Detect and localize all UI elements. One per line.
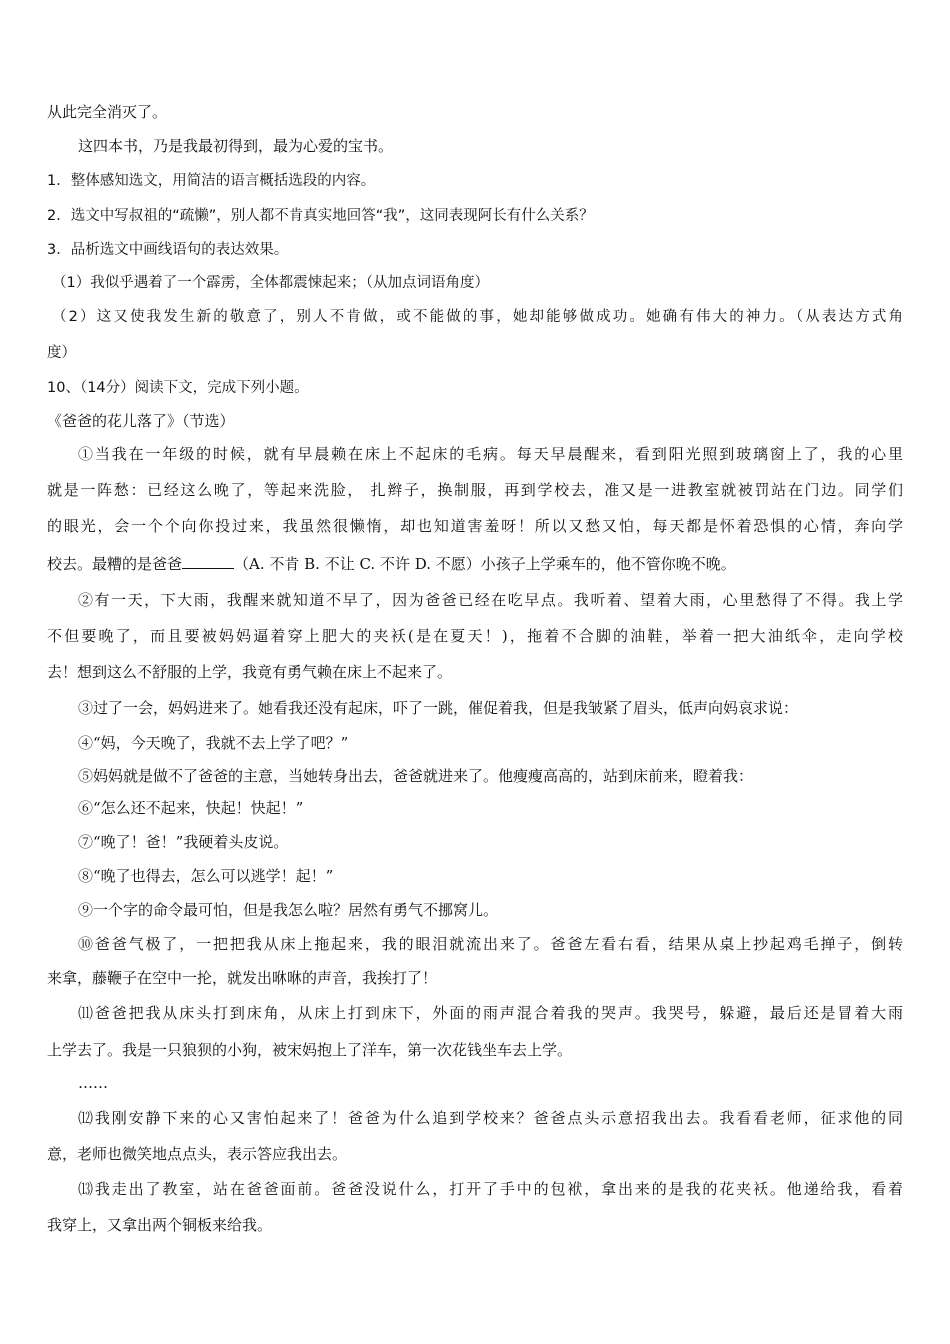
text-line: 度） — [47, 345, 76, 361]
paragraph-line: 来拿，藤鞭子在空中一抡，就发出咻咻的声音，我挨打了！ — [47, 969, 438, 987]
paragraph-line: 我穿上，又拿出两个铜板来给我。 — [47, 1216, 273, 1234]
paragraph-line: 去！想到这么不舒服的上学，我竟有勇气赖在床上不起来了。 — [47, 663, 453, 681]
paragraph-line: ④“妈，今天晚了，我就不去上学了吧？” — [78, 734, 349, 752]
paragraph-line: 上学去了。我是一只狼狈的小狗，被宋妈抱上了洋车，第一次花钱坐车去上学。 — [47, 1041, 573, 1059]
paragraph-line-with-blank — [47, 554, 903, 574]
paragraph-line: 不但要晚了，而且要被妈妈逼着穿上肥大的夹袄(是在夏天！)，拖着不合脚的油鞋，举着一把大油纸伞，走向学校 — [47, 627, 903, 645]
ellipsis: …… — [78, 1074, 108, 1092]
text-after-blank: （A. 不肯 B. 不让 C. 不许 D. 不愿）小孩子上学乘车的，他不管你晚不晚。 — [234, 555, 736, 573]
paragraph-line: ⑩爸爸气极了，一把把我从床上拖起来，我的眼泪就流出来了。爸爸左看右看，结果从桌上抄起鸡毛掸子，倒转 — [78, 935, 903, 953]
paragraph-line: ⑤妈妈就是做不了爸爸的主意，当她转身出去，爸爸就进来了。他瘦瘦高高的，站到床前来，瞪着我： — [78, 767, 754, 785]
question-3: 3．品析选文中画线语句的表达效果。 — [47, 242, 289, 258]
paragraph-line: ⑿我刚安静下来的心又害怕起来了！爸爸为什么追到学校来？爸爸点头示意招我出去。我看看老师，征求他的同 — [78, 1109, 903, 1127]
question-3-sub-2: （2）这又使我发生新的敬意了，别人不肯做，或不能做的事，她却能够做成功。她确有伟大的神力。（从表达方式角 — [52, 309, 903, 325]
paragraph-line: 就是一阵愁：已经这么晚了，等起来洗脸， 扎辫子，换制服，再到学校去，准又是一进教室就被罚站在门边。同学们 — [47, 481, 903, 499]
paragraph-line: 意，老师也微笑地点点头，表示答应我出去。 — [47, 1145, 348, 1163]
question-1: 1．整体感知选文，用简洁的语言概括选段的内容。 — [47, 173, 376, 189]
paragraph-line: ②有一天，下大雨，我醒来就知道不早了，因为爸爸已经在吃早点。我听着、望着大雨，心里愁得了不得。我上学 — [78, 591, 903, 609]
paragraph-line: ③过了一会，妈妈进来了。她看我还没有起床，吓了一跳，催促着我，但是我皱紧了眉头，低声向妈哀求说： — [78, 699, 799, 717]
paragraph-line: ⑦“晚了！爸！”我硬着头皮说。 — [78, 833, 289, 851]
paragraph-line: 的眼光，会一个个向你投过来，我虽然很懒惰，却也知道害羞呀！所以又愁又怕，每天都是怀着恐惧的心情，奔向学 — [47, 517, 903, 535]
passage-title: 《爸爸的花儿落了》（节选） — [47, 412, 235, 430]
question-3-sub-1: （1）我似乎遇着了一个霹雳，全体都震悚起来；（从加点词语角度） — [52, 275, 489, 291]
text-line: 从此完全消灭了。 — [47, 103, 168, 121]
question-10: 10、（14分）阅读下文，完成下列小题。 — [47, 380, 309, 396]
paragraph-line: ⒀我走出了教室，站在爸爸面前。爸爸没说什么，打开了手中的包袱，拿出来的是我的花夹袄。他递给我，看着 — [78, 1180, 903, 1198]
paragraph-line: ⑨一个字的命令最可怕，但是我怎么啦？居然有勇气不挪窝儿。 — [78, 901, 499, 919]
answer-blank[interactable] — [182, 554, 234, 569]
text-line: 这四本书，乃是我最初得到，最为心爱的宝书。 — [78, 137, 394, 155]
question-2: 2．选文中写叔祖的“疏懒”，别人都不肯真实地回答“我”，这同表现阿长有什么关系？ — [47, 208, 594, 224]
paragraph-line: ⑧“晚了也得去，怎么可以逃学！起！” — [78, 867, 334, 885]
paragraph-line: ⑥“怎么还不起来，快起！快起！” — [78, 799, 304, 817]
text-before-blank: 校去。最糟的是爸爸 — [47, 555, 183, 573]
paragraph-line: ①当我在一年级的时候，就有早晨赖在床上不起床的毛病。每天早晨醒来，看到阳光照到玻璃窗上了，我的心里 — [78, 445, 903, 463]
paragraph-line: ⑾爸爸把我从床头打到床角，从床上打到床下，外面的雨声混合着我的哭声。我哭号，躲避，最后还是冒着大雨 — [78, 1004, 903, 1022]
